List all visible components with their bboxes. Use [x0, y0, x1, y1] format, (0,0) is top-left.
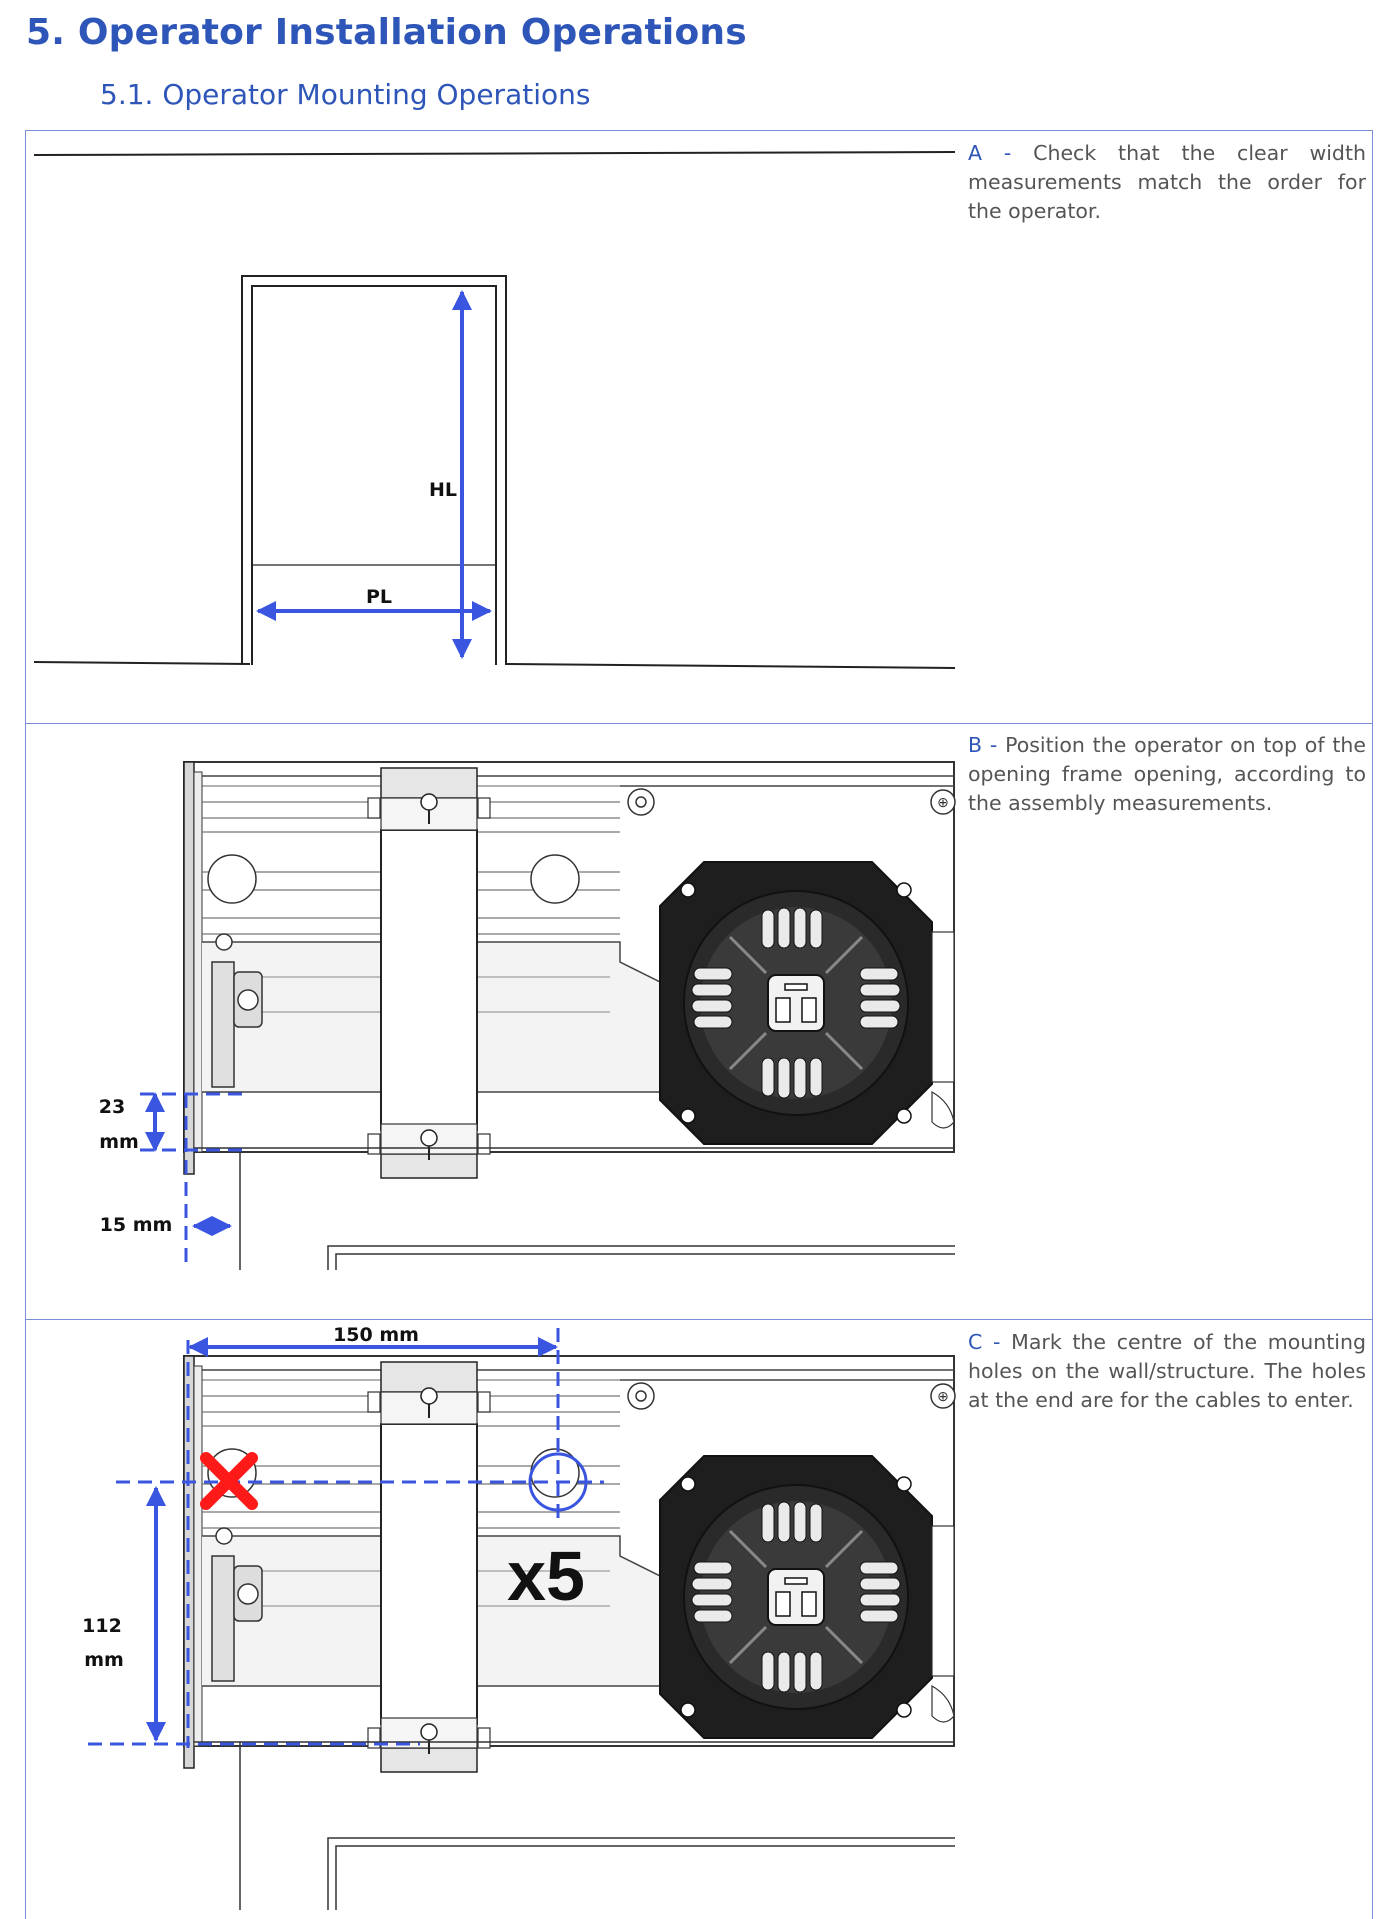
dim-top-value: 23 — [98, 1096, 126, 1118]
dim-height-value: 112 — [82, 1615, 122, 1637]
section-title: 5.1. Operator Mounting Operations — [100, 78, 591, 111]
step-c-body: Mark the centre of the mounting holes on the wall/structure. The holes at the end are for the cables to enter. — [968, 1330, 1366, 1412]
count-label: x5 — [507, 1537, 585, 1615]
dim-height-unit: mm — [84, 1649, 124, 1671]
step-c-letter: C - — [968, 1330, 1001, 1354]
step-a-body: Check that the clear width measurements match the order for the operator. — [968, 141, 1366, 223]
page-title: 5. Operator Installation Operations — [26, 12, 747, 53]
dim-side-label: 15 mm — [99, 1214, 173, 1236]
step-b-letter: B - — [968, 733, 998, 757]
width-label: PL — [365, 586, 393, 608]
dim-width-label: 150 mm — [333, 1324, 419, 1346]
operator-position-diagram — [140, 762, 955, 1270]
installation-diagrams: ⊕ HL PL 23 mm 15 mm 150 mm 112 mm x5 — [0, 0, 1400, 1910]
step-b-body: Position the operator on top of the opening frame opening, according to the assembly measurements. — [968, 733, 1366, 815]
dim-top-unit: mm — [99, 1131, 139, 1153]
door-opening-diagram — [34, 152, 955, 668]
mounting-holes-diagram — [88, 1328, 955, 1910]
step-a-letter: A - — [968, 141, 1012, 165]
height-label: HL — [428, 479, 458, 501]
